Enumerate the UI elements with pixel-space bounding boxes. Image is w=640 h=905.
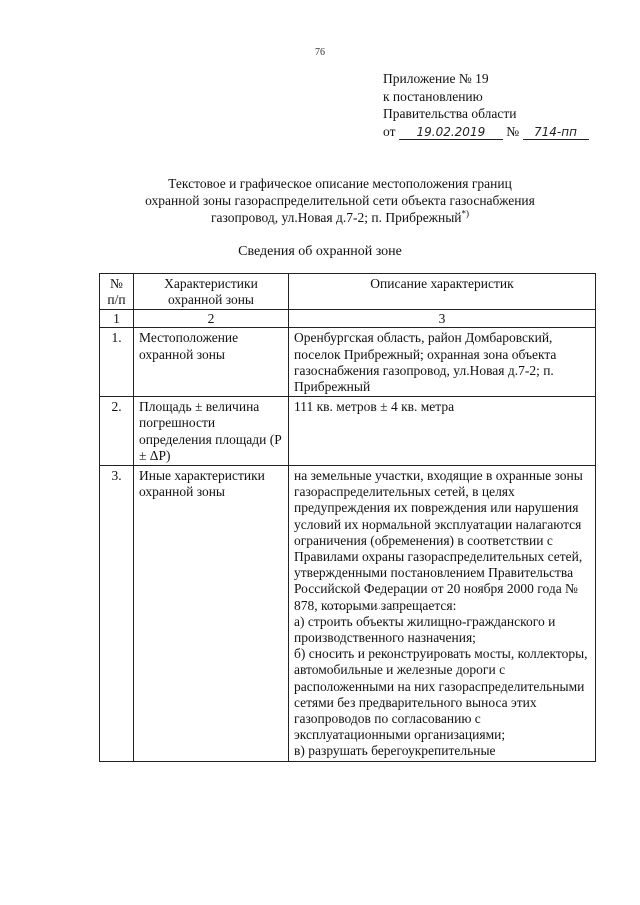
row-description: 111 кв. метров ± 4 кв. метра (289, 397, 596, 466)
description-paragraph: в) разрушать берегоукрепительные (294, 743, 496, 759)
row-description: Оренбургская область, район Домбаровский, поселок Прибрежный; охранная зона объекта газоснабжения газопровод, ул.Новая д.7-2; п. Прибрежный (289, 328, 596, 397)
appendix-line-1: Приложение № 19 (383, 71, 489, 86)
section-subtitle: Сведения об охранной зоне (238, 244, 402, 259)
table-header-row (100, 274, 596, 310)
title-line-3 (60, 209, 620, 226)
row-number: 3. (100, 466, 134, 762)
row-characteristic: Площадь ± величина погрешности определения площади (Р ± ΔР) (134, 397, 289, 466)
table-row (100, 328, 596, 397)
description-paragraph: на земельные участки, входящие в охранные зоны газораспределительных сетей, в целях предупреждения их повреждения или нарушения условий их нормальной эксплуатации налагаются ограничения (обременения) в соответствии с Правилами охраны газораспределительных сетей, утвержденными постановлением Правительства Российской Федерации от 20 ноября 2000 года № 878, которыми запрещается: (294, 468, 583, 613)
index-cell-2: 2 (134, 310, 289, 328)
appendix-date-line (383, 123, 623, 141)
table-row (100, 466, 596, 762)
table-index-row (100, 310, 596, 328)
index-cell-1: 1 (100, 310, 134, 328)
appendix-line-2: к постановлению (383, 88, 483, 104)
number-label: № (506, 123, 520, 139)
description-paragraph: а) строить объекты жилищно-гражданского и производственного назначения; (294, 613, 556, 646)
page-number: 76 (315, 47, 325, 58)
description-paragraph: б) сносить и реконструировать мосты, коллекторы, автомобильные и железные дороги с расположенными на них газораспределительными сетями без предварительного выноса этих газопроводов по согласованию с эксплуатационными организациями; (294, 646, 588, 743)
title-line-3-text: газопровод, ул.Новая д.7-2; п. Прибрежный (210, 210, 462, 225)
title-line-1: Текстовое и графическое описание местоположения границ (168, 176, 512, 191)
row-characteristic: Иные характеристики охранной зоны (134, 466, 289, 762)
appendix-line-3: Правительства области (383, 106, 517, 121)
header-description: Описание характеристик (289, 274, 596, 310)
title-line-2: охранной зоны газораспределительной сети объекта газоснабжения (145, 193, 535, 208)
header-characteristics: Характеристики охранной зоны (134, 274, 289, 310)
index-cell-3: 3 (289, 310, 596, 328)
appendix-block (383, 70, 623, 140)
handwritten-date: 19.02.2019 (399, 125, 503, 140)
zone-info-table (99, 273, 596, 762)
document-title (60, 175, 620, 226)
row-characteristic: Местоположение охранной зоны (134, 328, 289, 397)
row-number: 2. (100, 397, 134, 466)
row-description (289, 466, 596, 762)
footnote-mark: *) (461, 208, 470, 219)
handwritten-number: 714-пп (523, 125, 589, 140)
table-row (100, 397, 596, 466)
scan-artifact (330, 608, 398, 610)
row-number: 1. (100, 328, 134, 397)
from-label: от (383, 123, 396, 139)
header-number: № п/п (100, 274, 134, 310)
